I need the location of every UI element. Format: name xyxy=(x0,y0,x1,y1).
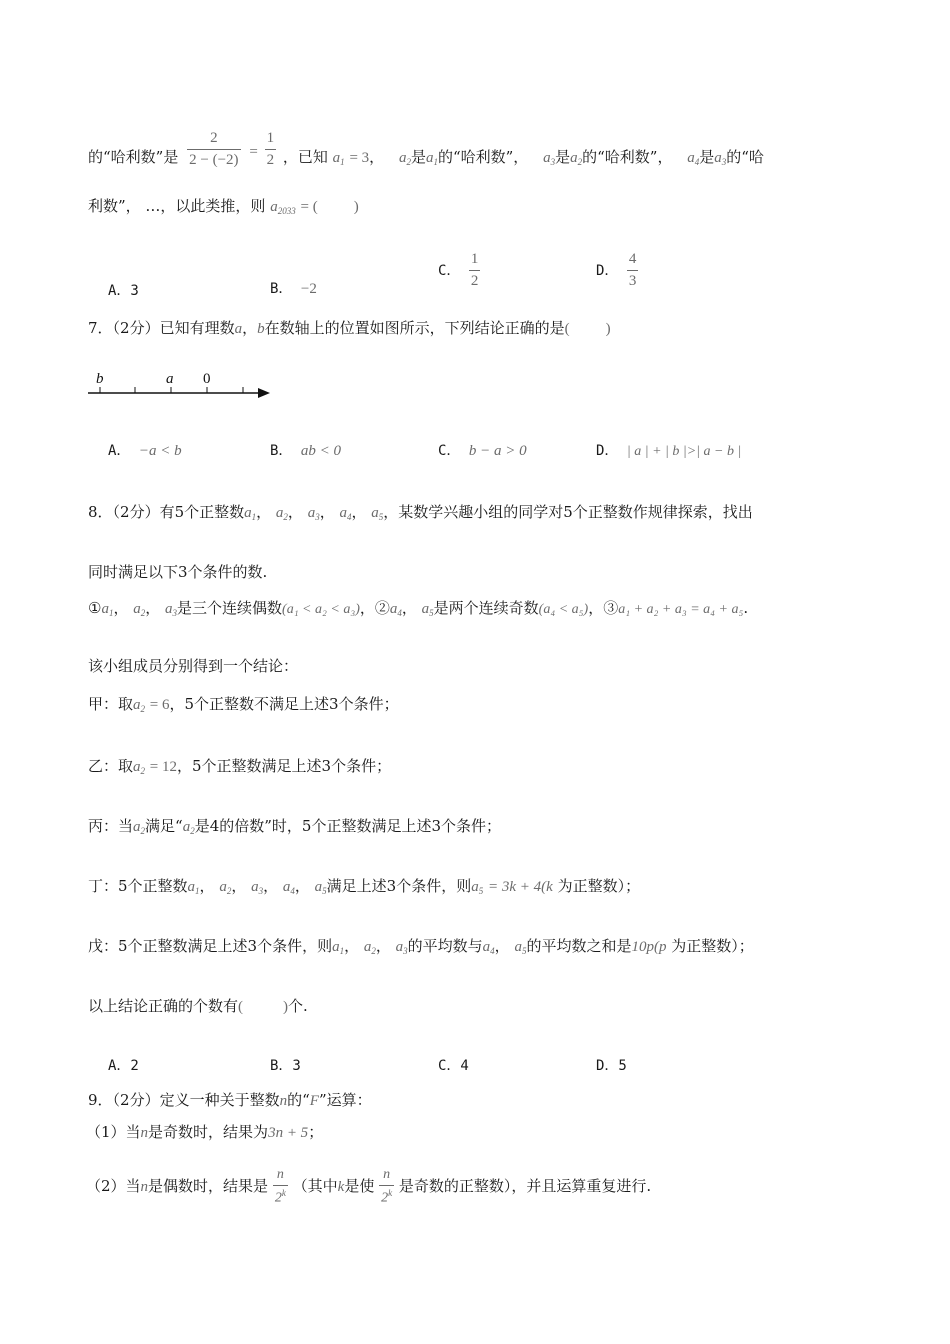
text: ，② xyxy=(359,599,390,617)
math-a2: $a_2$ xyxy=(275,505,288,522)
base: 2 xyxy=(274,1190,282,1206)
text: ， xyxy=(242,319,258,337)
math-expr: = 3k + 4(k xyxy=(488,879,553,895)
math-a2: $a_2$ xyxy=(363,939,376,956)
q8-conclusion xyxy=(88,996,308,1017)
text: 是奇数时，结果为 xyxy=(148,1123,269,1141)
math-a5: $a_5$ xyxy=(514,939,527,956)
text: 的“哈利数”是 xyxy=(88,148,179,166)
option-value: −a < b xyxy=(138,443,182,459)
math-expr: 3n + 5 xyxy=(268,1125,309,1141)
q8-conditions: $①a_1$， $a_2$， $a_3$是三个连续偶数(a₁ < a₂ < a₃)，$②a_4$， $a_5$是两个连续奇数(a₄ < a₅)，③a₁ + a₂ + a₃ = a₄ + a₅. xyxy=(88,599,749,618)
math-var: n xyxy=(279,1093,288,1109)
math-a5: $a_5$ xyxy=(471,879,484,896)
math-a3: $a_3$ xyxy=(307,505,320,522)
math-expr: 10p(p xyxy=(631,939,667,955)
math-a1: $a_1$ xyxy=(425,150,438,167)
option-value: −2 xyxy=(300,281,317,297)
text: 丙：当 xyxy=(88,817,134,835)
q8-yi xyxy=(88,756,391,781)
math-expr: = 12 xyxy=(149,759,178,775)
math-a4: $a_4$ xyxy=(482,939,495,956)
text: 的“ xyxy=(287,1091,310,1109)
math-a2: $a_2$ xyxy=(133,601,146,618)
text: 利数”， …，以此类推，则 xyxy=(88,197,266,215)
math-a2: $a_2$ xyxy=(182,819,195,836)
math-a2: $a_2$ xyxy=(570,150,583,167)
text: 的平均数与 xyxy=(407,937,483,955)
text: 是偶数时，结果是 xyxy=(148,1177,269,1195)
option-fraction xyxy=(469,252,481,289)
text: 以上结论正确的个数有 xyxy=(88,997,239,1015)
text: 满足“ xyxy=(145,817,183,835)
text: ，③ xyxy=(588,599,619,617)
option-label: C． xyxy=(438,262,461,279)
option-label: A．3 xyxy=(108,283,139,299)
text: 是 xyxy=(555,148,571,166)
fraction-numerator: 1 xyxy=(265,131,277,150)
option-label: B． xyxy=(270,443,293,459)
q9-rule-1 xyxy=(86,1122,323,1143)
math-expr: = 6 xyxy=(149,697,170,713)
q7-option-d[interactable] xyxy=(596,440,741,460)
text: 是两个连续奇数 xyxy=(433,599,539,617)
text: 个. xyxy=(288,997,308,1015)
option-label: C． xyxy=(438,443,461,459)
number-line xyxy=(84,364,280,404)
q7-option-b[interactable] xyxy=(270,440,341,460)
math-var: k xyxy=(337,1179,345,1195)
label-b: b xyxy=(96,371,104,387)
option-label: A．2 xyxy=(108,1058,139,1074)
option-label: C．4 xyxy=(438,1058,469,1074)
q8-ding: 丁：5个正整数$a_1$， $a_2$， $a_3$， $a_4$， $a_5$满足上述3个条件，则$a_5 = 3k + 4(k$ 为正整数）； xyxy=(88,877,641,896)
text: 是 xyxy=(410,148,426,166)
text: ① xyxy=(88,599,102,617)
math-expr: = ( xyxy=(300,199,318,215)
math-a3: $a_3$ xyxy=(714,150,727,167)
option-value: b − a > 0 xyxy=(468,443,527,459)
fraction-numerator: n xyxy=(273,1168,288,1186)
text: ， xyxy=(369,148,385,166)
equals-sign: = xyxy=(249,144,258,160)
math-a1: $a_1$ xyxy=(101,601,114,618)
text: 的“哈利数”， xyxy=(582,148,673,166)
q8-jia xyxy=(88,694,399,719)
axis-arrow xyxy=(258,388,270,398)
q8-bing xyxy=(88,816,501,841)
text: 9．（2分）定义一种关于整数 xyxy=(88,1091,280,1109)
text: （1）当 xyxy=(86,1123,141,1141)
paren-close: ) xyxy=(353,199,359,215)
math-a5: $a_5$ xyxy=(314,879,327,896)
option-label: D． xyxy=(596,443,619,459)
text: 的“哈利数”， xyxy=(437,148,529,166)
math-var: n xyxy=(140,1179,149,1195)
q6-option-c[interactable] xyxy=(438,252,480,289)
q8-option-d[interactable] xyxy=(596,1055,627,1075)
math-a4: $a_4$ xyxy=(282,879,295,896)
q9-stem xyxy=(88,1090,372,1111)
text: 在数轴上的位置如图所示，下列结论正确的是 xyxy=(264,319,565,337)
q8-intro xyxy=(88,656,298,676)
q9-rule-2 xyxy=(86,1156,651,1217)
fraction-numerator: 4 xyxy=(627,252,639,271)
label-0: 0 xyxy=(203,371,211,387)
text: 戊：5个正整数满足上述3个条件，则 xyxy=(88,937,333,955)
text: ，已知 xyxy=(282,148,328,166)
math-a1: $a_1$ xyxy=(244,505,257,522)
math-expr: = 3 xyxy=(349,150,370,166)
text: 同时满足以下3个条件的数. xyxy=(88,563,268,581)
q6-option-d[interactable] xyxy=(596,252,638,289)
text: 的平均数之和是 xyxy=(526,937,632,955)
option-label: B． xyxy=(270,281,293,297)
q7-option-c[interactable] xyxy=(438,440,527,460)
math-a2: $a_2$ xyxy=(133,819,146,836)
q8-option-a[interactable] xyxy=(108,1055,139,1075)
math-a1: $a_1$ xyxy=(187,879,200,896)
exponent: k xyxy=(281,1188,286,1199)
fraction-denominator xyxy=(379,1186,394,1206)
q8-stem-1: 8．（2分）有5个正整数$a_1$， $a_2$， $a_3$， $a_4$， $a_5$，某数学兴趣小组的同学对5个正整数作规律探索，找出 xyxy=(88,503,753,522)
math-a4: $a_4$ xyxy=(687,150,700,167)
text: 是4的倍数”时，5个正整数满足上述3个条件； xyxy=(194,817,501,835)
option-label: D． xyxy=(596,262,619,279)
text: （2）当 xyxy=(86,1177,141,1195)
text: 是使 xyxy=(344,1177,375,1195)
paren-open: ( xyxy=(238,999,244,1015)
math-expr: (a₄ < a₅) xyxy=(538,602,589,617)
fraction-main xyxy=(187,131,240,168)
math-expr: (a₁ < a₂ < a₃) xyxy=(282,602,360,617)
text: （其中 xyxy=(292,1177,338,1195)
math-a4: $a_4$ xyxy=(389,601,402,618)
math-a4: $a_4$ xyxy=(339,505,352,522)
fraction-denominator: 2 xyxy=(266,152,275,168)
option-value: | a | + | b |>| a − b | xyxy=(626,444,742,459)
text: 甲：取 xyxy=(88,695,134,713)
fraction-denominator: 2 xyxy=(470,273,479,289)
math-a5: $a_5$ xyxy=(421,601,434,618)
q8-wu: 戊：5个正整数满足上述3个条件，则$a_1$， $a_2$， $a_3$的平均数与$a_4$， $a_5$的平均数之和是10p(p 为正整数）； xyxy=(88,937,754,956)
text: 满足上述3个条件，则 xyxy=(326,877,472,895)
option-label: B．3 xyxy=(270,1058,301,1074)
text: ”运算： xyxy=(318,1091,372,1109)
option-label: A． xyxy=(108,443,131,459)
paren-open: ( xyxy=(564,321,570,337)
q6-line-1 xyxy=(88,118,764,196)
math-a2: $a_2$ xyxy=(133,697,146,714)
option-fraction xyxy=(627,252,639,289)
math-a1: $a_1$ xyxy=(332,939,345,956)
text: 是三个连续偶数 xyxy=(177,599,283,617)
fraction-half xyxy=(265,131,277,168)
text: 该小组成员分别得到一个结论： xyxy=(88,657,299,675)
paren-close: ) xyxy=(605,321,611,337)
text: 是 xyxy=(699,148,715,166)
math-expr: a₁ + a₂ + a₃ = a₄ + a₅ xyxy=(618,602,744,617)
option-value: ab < 0 xyxy=(300,443,341,459)
math-a3: $a_3$ xyxy=(251,879,264,896)
math-a2: $a_2$ xyxy=(398,150,411,167)
q6-option-b[interactable] xyxy=(270,278,317,298)
math-var: b xyxy=(257,321,265,337)
q8-stem-2 xyxy=(88,562,267,582)
text: 是奇数的正整数），并且运算重复进行. xyxy=(398,1177,652,1195)
math-a3: $a_3$ xyxy=(165,601,178,618)
fraction-numerator: 2 xyxy=(187,131,240,150)
paren-close: ) xyxy=(283,999,289,1015)
math-var: a xyxy=(234,321,243,337)
math-a1: $a_1$ xyxy=(332,150,345,167)
math-a2033: $a_{2033}$ xyxy=(270,199,296,216)
text: ，5个正整数满足上述3个条件； xyxy=(177,757,392,775)
q8-option-c[interactable] xyxy=(438,1055,469,1075)
text: 的“哈 xyxy=(726,148,764,166)
fraction-denominator: 3 xyxy=(628,273,637,289)
text: . xyxy=(743,599,749,617)
text: 7．（2分）已知有理数 xyxy=(88,319,235,337)
fraction-numerator: 1 xyxy=(469,252,481,271)
text: 丁：5个正整数 xyxy=(88,877,188,895)
text: ； xyxy=(308,1123,324,1141)
fraction-n-over-2k xyxy=(379,1168,394,1206)
q7-option-a[interactable] xyxy=(108,440,182,460)
q7-stem xyxy=(88,318,611,339)
math-a5: $a_5$ xyxy=(371,505,384,522)
option-label: D．5 xyxy=(596,1058,627,1074)
text: ，5个正整数不满足上述3个条件； xyxy=(169,695,399,713)
q8-option-b[interactable] xyxy=(270,1055,301,1075)
base: 2 xyxy=(381,1190,389,1206)
math-a2: $a_2$ xyxy=(133,759,146,776)
text: 为正整数）； xyxy=(671,937,754,955)
label-a: a xyxy=(166,371,174,387)
math-a3: $a_3$ xyxy=(395,939,408,956)
math-var: n xyxy=(140,1125,149,1141)
math-a2: $a_2$ xyxy=(219,879,232,896)
text: 8．（2分）有5个正整数 xyxy=(88,503,245,521)
q6-line-2 xyxy=(88,196,359,221)
exponent: k xyxy=(388,1188,393,1199)
q6-option-a[interactable] xyxy=(108,280,139,300)
fraction-n-over-2k xyxy=(273,1168,288,1206)
math-var: F xyxy=(309,1093,319,1109)
text: ，某数学兴趣小组的同学对5个正整数作规律探索，找出 xyxy=(383,503,753,521)
fraction-numerator: n xyxy=(379,1168,394,1186)
subscript: 2033 xyxy=(277,206,296,216)
fraction-denominator: 2 − (−2) xyxy=(189,152,239,168)
math-a3: $a_3$ xyxy=(543,150,556,167)
text: 乙：取 xyxy=(88,757,134,775)
fraction-denominator xyxy=(273,1186,288,1206)
text: 为正整数）； xyxy=(557,877,641,895)
